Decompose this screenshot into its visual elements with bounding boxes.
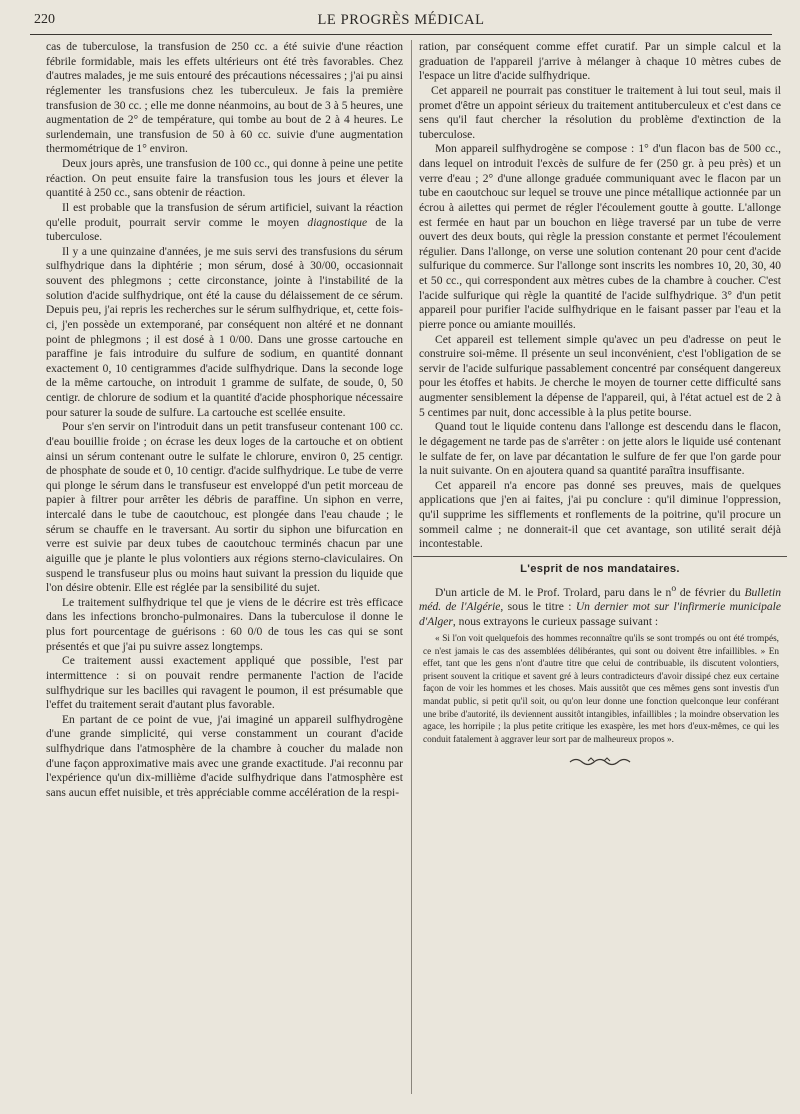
italic-phrase: diagnostique <box>307 216 368 229</box>
ornamental-fleuron-icon <box>419 756 781 771</box>
intro-text: , sous le titre : <box>500 600 576 613</box>
section-title: L'esprit de nos mandataires. <box>520 562 680 575</box>
left-column <box>46 40 403 801</box>
paragraph: Cet appareil est tellement simple qu'avec un peu d'adresse on peut le construire soi-même. Il présente un seul inconvénient, c'est l'obligation de se servir de l'acide sulfurique passablement concentré par conséquent dangereux pour les étoffes et habits. Je cherche le moyen de tourner cette difficulté sans augmenter sensiblement la dépense de l'appareil, qui, à l'état actuel est de 2 à 5 centimes par nuit, donc accessible à la plus petite bourse. <box>419 333 781 419</box>
paragraph: Deux jours après, une transfusion de 100 cc., qui donne à peine une petite réaction. On peut ensuite faire la transfusion tous les jours et élever la quantité à 250 cc., sans obtenir de réaction. <box>46 158 403 200</box>
section-rule <box>413 556 787 557</box>
quotation <box>423 633 779 746</box>
section-intro <box>419 582 781 630</box>
superscript: o <box>671 582 677 594</box>
paragraph <box>46 201 403 245</box>
paragraph: Quand tout le liquide contenu dans l'allonge est descendu dans le flacon, le dégagement ne tarde pas de s'arrêter : on jette alors le liquide usé contenant le sulfate de fer, on lave par décantation le sulfure de fer que l'on garde pour la nuit suivante. On en ajoutera quand sa quantité paraîtra insuffisante. <box>419 421 781 478</box>
paragraph: ration, par conséquent comme effet curatif. Par un simple calcul et la graduation de l'appareil j'arrive à mélanger à chaque 10 mètres cubes de l'espace un litre d'acide sulfhydrique. <box>419 41 781 83</box>
right-column <box>419 40 781 771</box>
paragraph: Mon appareil sulfhydrogène se compose : 1° d'un flacon bas de 500 cc., dans lequel on introduit l'excès de sulfure de fer (250 gr. à peu près) et un verre d'eau ; 2° d'une allonge graduée communiquant avec le flacon par un tube en caoutchouc sur lequel se trouve une pince métallique actionnée par un écrou à ailettes qui permet de régler l'écoulement goutte à goutte. L'allonge est fermée en haut par un bouchon en liège traversé par un tube de verre ouvert des deux bouts, qui règle la pression constante et permet l'écoulement régulier. Dans l'allonge, on verse une solution contenant 20 pour cent d'acide sulfurique du commerce. Sur l'allonge sont inscrits les nombres 10, 20, 30, 40 et 50 cc., qui correspondent aux mètres cubes de la chambre à coucher. C'est l'acide sulfurique qui règle la quantité de l'acide sulfhydrique. 3° d'un petit appareil pour purifier l'acide sulfhydrique en le faisant passer par l'eau et la pierre ponce ou amiante mouillés. <box>419 143 781 331</box>
page-number: 220 <box>34 12 55 27</box>
running-title: LE PROGRÈS MÉDICAL <box>317 12 485 28</box>
fleuron-icon <box>568 756 632 766</box>
paragraph: Cet appareil n'a encore pas donné ses preuves, mais de quelques applications que j'en ai faites, j'ai pu conclure : qu'il diminue l'oppression, qu'il supprime les sifflements et ronflements de la poitrine, qu'il procure un sommeil calme ; ne donnerait-il que cet avantage, son utilité serait déjà incontestable. <box>419 479 781 551</box>
column-divider <box>411 40 412 1094</box>
quote-text: « Si l'on voit quelquefois des hommes reconnaître qu'ils se sont trompés ou ont été trompés, ce n'est jamais le cas des assemblées délibérantes, qui sont ou doivent être infaillibles. » En effet, tant que les gens n'ont d'autre titre que celui de contribuable, ils discutent volontiers, prisent souvent la critique et savent gré à leurs contradicteurs d'avoir dissipé chez eux certaine façon de voir les hommes et les choses. Mais aussitôt que ces mêmes gens sont investis d'un mandat public, si petit qu'il soit, ou qu'on leur donne une fonction quelconque leur conférant une bribe d'autorité, ils deviennent aussitôt intangibles, infaillibles ; la moindre observation les agace, les horripile ; la plus petite critique les exaspère, les met hors d'eux-mêmes, ce qui les conduit fatalement à aggraver leur sort par de malheureux propos ». <box>423 634 779 745</box>
intro-text: de février du <box>676 586 745 599</box>
paragraph: Il y a une quinzaine d'années, je me suis servi des transfusions du sérum sulfhydrique dans la diphtérie ; mon sérum, dosé à 30/00, occasionnait souvent des phlegmons ; cette circonstance, jointe à l'instabilité de la solution d'acide sulfhydrique, ont été la cause du délaissement de ce sérum. Depuis peu, j'ai repris les recherches sur le sérum sulfhydrique, et, cette fois-ci, j'en possède un extemporané, par conséquent non altéré et ne donnant point de phlegmons ; il est dosé à 1 0/00. Dans une grosse cartouche en paraffine je fais introduire du sulfure de sodium, en quantité donnant exactement 0, 10 centigrammes d'acide sulfhydrique. Dans la seconde loge de la même cartouche, on introduit 1 gramme de sulfate, de soude, 0, 50 centigr. de chlorure de sodium et la quantité d'acide phosphorique nécessaire pour saturer la soude de sulfure. La cartouche est scellée ensuite. <box>46 245 403 419</box>
article-title: Un dernier mot sur l'infirmerie municipale d'Alger <box>419 600 781 628</box>
paragraph: Pour s'en servir on l'introduit dans un petit transfuseur contenant 100 cc. d'eau bouillie froide ; on écrase les deux loges de la cartouche et on obtient ainsi un sérum contenant outre le sulfate le chlorure, environ 0, 25 centigr. de phosphate de soude et 0, 10 centigr. d'acide sulfhydrique. Le tube de verre qui plonge le sérum dans le transfuseur est enveloppé d'un petit morceau de papier à filtrer pour arrêter les débris de paraffine. Un siphon en verre, intercalé dans le tube de caoutchouc, est plongée dans l'eau chaude ; le sérum se chauffe en le traversant. Au sortir du siphon une bifurcation en verre est suivie par deux tubes de caoutchouc terminés chacun par une aiguille que je plante le plus volontiers aux régions sterno-claviculaires. On suspend le transfuseur plus ou moins haut suivant la pression du liquide que l'on désire obtenir. Elle est réglée par la sensibilité du sujet. <box>46 421 403 595</box>
paragraph-text: de la tuberculose. <box>46 216 403 244</box>
journal-title: Bulletin méd. de l'Algérie <box>419 586 781 613</box>
page-header <box>30 12 772 34</box>
paragraph-text: Il est probable que la transfusion de sérum artificiel, suivant la réaction qu'elle produit, pourrait servir comme le moyen <box>46 201 403 229</box>
paragraph: Le traitement sulfhydrique tel que je viens de le décrire est très efficace dans les infections broncho-pulmonaires. Dans la tuberculose il donne le plus fort pourcentage de guérisons : 60 0/0 de tous les cas qui se sont présentés et que j'ai pu suivre assez longtemps. <box>46 596 403 653</box>
paragraph: cas de tuberculose, la transfusion de 250 cc. a été suivie d'une réaction fébrile formidable, mais les effets ultérieurs ont été très favorables. Chez d'autres malades, je me suis entouré des précautions nécessaires ; j'ai pu ainsi réglementer les transfusions chez les tuberculeux. Je fais la première transfusion de 30 cc. ; elle me donne néanmoins, au bout de 3 à 5 heures, une augmentation de 2° de température, qui tombe au bout de 2 à 4 heures. Le surlendemain, une transfusion de 50 à 60 cc. suivie d'une augmentation thermométrique de 1° environ. <box>46 41 403 156</box>
paragraph: Cet appareil ne pourrait pas constituer le traitement à lui tout seul, mais il promet d'être un appoint sérieux du traitement antituberculeux et c'est dans ce sens qu'il faut chercher la résolution du problème d'extinction de la tuberculose. <box>419 84 781 141</box>
paragraph: Ce traitement aussi exactement appliqué que possible, l'est par intermittence : si on pouvait rendre permanente l'action de l'acide sulfhydrique sur les bacilles qui ravagent le poumon, il est présumable que l'effet du traitement serait d'autant plus favorable. <box>46 655 403 712</box>
intro-text: , nous extrayons le curieux passage suivant : <box>452 615 659 628</box>
intro-text: D'un article de M. le Prof. Trolard, paru dans le n <box>435 586 672 599</box>
header-rule <box>30 34 772 35</box>
paragraph: En partant de ce point de vue, j'ai imaginé un appareil sulfhydrogène d'une grande simplicité, qui verse constamment un courant d'acide sulfhydrique dans l'atmosphère de la chambre à coucher du malade non d'une façon approximative mais avec une grande exactitude. J'ai reconnu par l'expérience qu'un dix-millième d'acide sulfhydrique dans l'atmosphère est sans aucun effet nuisible, et très appréciable comme accélération de la respi- <box>46 713 403 799</box>
